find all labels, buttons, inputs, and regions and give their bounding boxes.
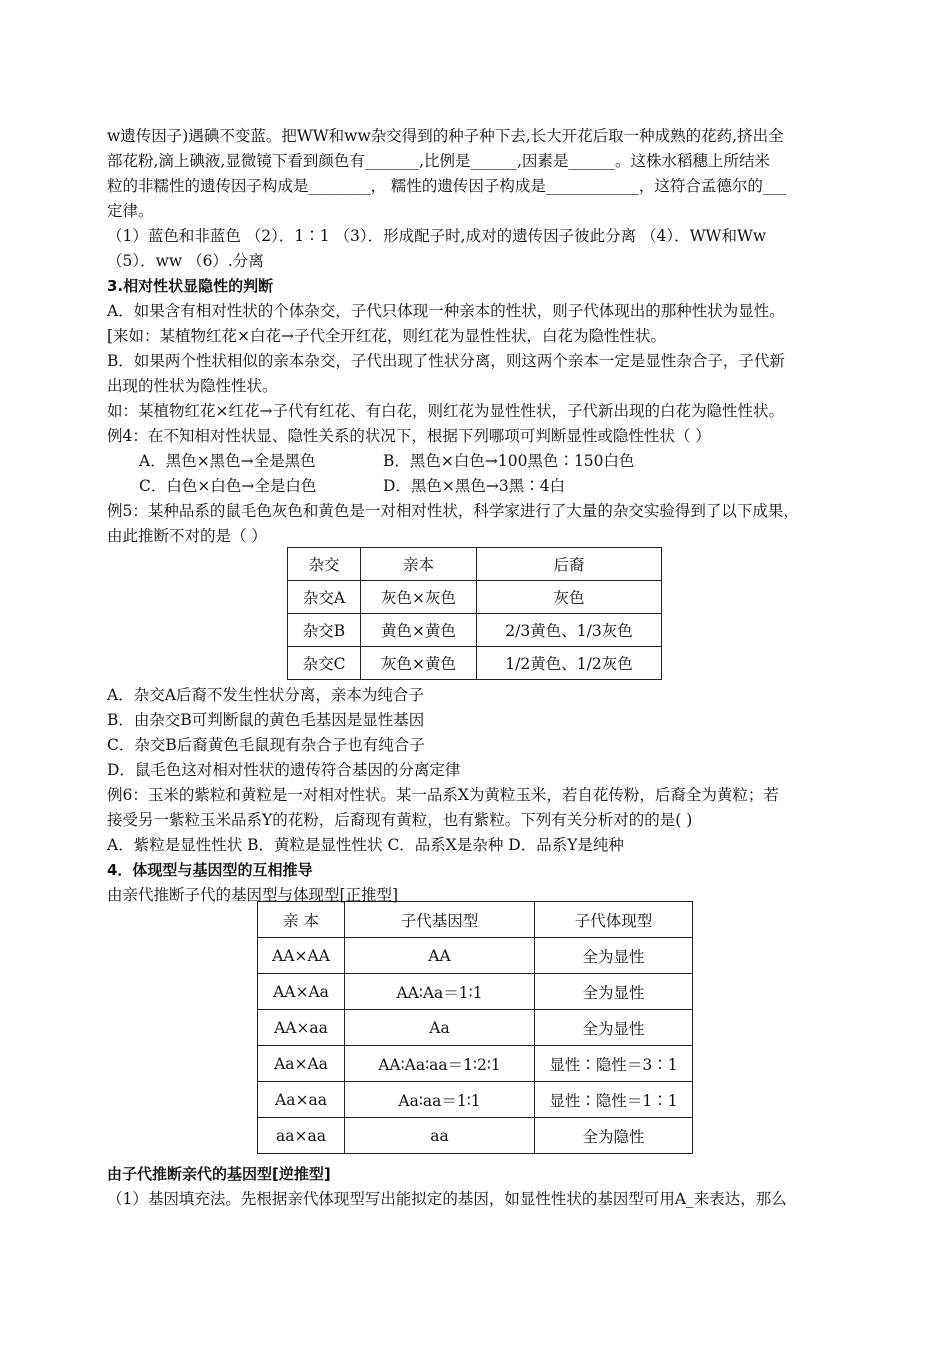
text-line: 部花粉,滴上碘液,显微镜下看到颜色有_______,比例是______,因素是______。这株水稻穗上所结米 xyxy=(107,152,770,170)
table-row xyxy=(258,974,693,1010)
table-cell: 全为显性 xyxy=(535,974,693,1010)
table-cell: Aa∶aa＝1∶1 xyxy=(345,1082,535,1118)
table-cell: AA∶Aa＝1∶1 xyxy=(345,974,535,1010)
table-cell: AA∶Aa∶aa＝1∶2∶1 xyxy=(345,1046,535,1082)
option-line: C．杂交B后裔黄色毛鼠现有杂合子也有纯合子 xyxy=(107,736,425,754)
answer-line: （1）蓝色和非蓝色 （2）．1∶1 （3）．形成配子时,成对的遗传因子彼此分离 （4）．WW和Ww xyxy=(107,227,767,245)
genotype-table xyxy=(257,901,693,1154)
table-cell: AA×AA xyxy=(258,938,345,974)
table-cell: 灰色×灰色 xyxy=(361,581,477,614)
cross-table xyxy=(287,547,662,680)
table-cell: 全为隐性 xyxy=(535,1118,693,1154)
answer-line: （5）．ww （6）.分离 xyxy=(107,252,264,270)
text-line: （1）基因填充法。先根据亲代体现型写出能拟定的基因，如显性性状的基因型可用A_来表达，那么 xyxy=(107,1190,787,1208)
table-row xyxy=(258,1046,693,1082)
question-line: 例5：某种品系的鼠毛色灰色和黄色是一对相对性状，科学家进行了大量的杂交实验得到了以下成果， xyxy=(107,502,799,520)
table-cell: Aa×Aa xyxy=(258,1046,345,1082)
table-cell: 灰色×黄色 xyxy=(361,647,477,680)
option-line: A．杂交A后裔不发生性状分离，亲本为纯合子 xyxy=(107,686,424,704)
text-line: w遗传因子)遇碘不变蓝。把WW和ww杂交得到的种子种下去,长大开花后取一种成熟的花药,挤出全 xyxy=(107,127,784,145)
question-line: 由此推断不对的是（ ） xyxy=(107,527,267,545)
table-cell: AA xyxy=(345,938,535,974)
question-line: 例4：在不知相对性状显、隐性关系的状况下，根据下列哪项可判断显性或隐性性状（ ） xyxy=(107,427,711,445)
option-row xyxy=(107,449,852,474)
section-heading: 4．体现型与基因型的互相推导 xyxy=(107,861,313,879)
text-line: A．如果含有相对性状的个体杂交，子代只体现一种亲本的性状，则子代体现出的那种性状为显性。 xyxy=(107,302,785,320)
option-line: A．紫粒是显性性状 B．黄粒是显性性状 C．品系X是杂种 D．品系Y是纯种 xyxy=(107,836,624,854)
table-cell: 全为显性 xyxy=(535,938,693,974)
option-c: C．白色×白色→全是白色 xyxy=(139,477,317,495)
question-line: 例6：玉米的紫粒和黄粒是一对相对性状。某一品系X为黄粒玉米，若自花传粉，后裔全为黄粒；若 xyxy=(107,786,779,804)
table-header: 子代体现型 xyxy=(535,902,693,938)
table-cell: AA×Aa xyxy=(258,974,345,1010)
sub-heading: 由子代推断亲代的基因型[逆推型] xyxy=(107,1165,331,1183)
text-line: 粒的非糯性的遗传因子构成是________， 糯性的遗传因子构成是____________，这符合孟德尔的___ xyxy=(107,177,787,195)
option-a: A．黑色×黑色→全是黑色 xyxy=(139,452,316,470)
table-cell: 杂交C xyxy=(288,647,361,680)
table-header: 子代基因型 xyxy=(345,902,535,938)
text-line: 出现的性状为隐性性状。 xyxy=(107,377,278,395)
table-cell: aa xyxy=(345,1118,535,1154)
table-row xyxy=(258,1118,693,1154)
table-cell: 全为显性 xyxy=(535,1010,693,1046)
question-line: 接受另一紫粒玉米品系Y的花粉，后裔现有黄粒，也有紫粒。下列有关分析对的的是( ) xyxy=(107,811,693,829)
text-line: 由亲代推断子代的基因型与体现型[正推型] xyxy=(107,886,399,904)
table-cell: 杂交A xyxy=(288,581,361,614)
table-cell: 1/2黄色、1/2灰色 xyxy=(477,647,662,680)
table-cell: Aa×aa xyxy=(258,1082,345,1118)
table-row xyxy=(288,647,662,680)
table-row xyxy=(288,581,662,614)
table-header: 杂交 xyxy=(288,548,361,581)
table-cell: 灰色 xyxy=(477,581,662,614)
option-line: B．由杂交B可判断鼠的黄色毛基因是显性基因 xyxy=(107,711,425,729)
text-line: B．如果两个性状相似的亲本杂交，子代出现了性状分离，则这两个亲本一定是显性杂合子，子代新 xyxy=(107,352,785,370)
text-line: 定律。 xyxy=(107,202,154,220)
text-line: [来如：某植物红花×白花→子代全开红花，则红花为显性性状，白花为隐性性状。 xyxy=(107,327,667,345)
document-page xyxy=(107,124,852,1212)
table-cell: 显性∶隐性＝3∶1 xyxy=(535,1046,693,1082)
section-heading: 3.相对性状显隐性的判断 xyxy=(107,277,274,295)
table-cell: 黄色×黄色 xyxy=(361,614,477,647)
table-header: 后裔 xyxy=(477,548,662,581)
table-row xyxy=(258,1010,693,1046)
table-row xyxy=(258,938,693,974)
table-row xyxy=(258,1082,693,1118)
table-cell: 显性∶隐性＝1∶1 xyxy=(535,1082,693,1118)
text-line: 如：某植物红花×红花→子代有红花、有白花，则红花为显性性状，子代新出现的白花为隐性性状。 xyxy=(107,402,784,420)
table-cell: 2/3黄色、1/3灰色 xyxy=(477,614,662,647)
option-row xyxy=(107,474,852,499)
table-header: 亲 本 xyxy=(258,902,345,938)
option-line: D．鼠毛色这对相对性状的遗传符合基因的分离定律 xyxy=(107,761,461,779)
table-cell: AA×aa xyxy=(258,1010,345,1046)
option-d: D．黑色×黑色→3黑∶4白 xyxy=(383,477,566,495)
table-header-row xyxy=(288,548,662,581)
table-cell: Aa xyxy=(345,1010,535,1046)
option-b: B．黑色×白色→100黑色∶150白色 xyxy=(383,452,635,470)
table-cell: aa×aa xyxy=(258,1118,345,1154)
table-cell: 杂交B xyxy=(288,614,361,647)
table-header-row xyxy=(258,902,693,938)
table-header: 亲本 xyxy=(361,548,477,581)
table-row xyxy=(288,614,662,647)
